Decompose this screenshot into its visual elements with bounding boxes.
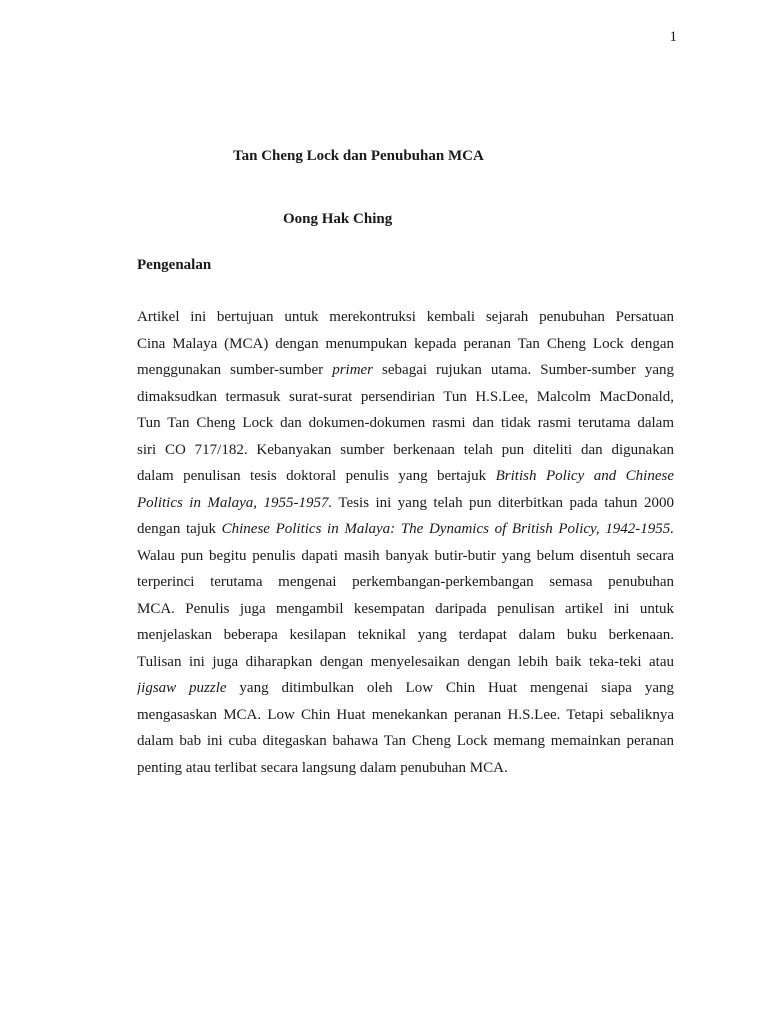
document-title: Tan Cheng Lock dan Penubuhan MCA [233,148,484,164]
text-run: sebagai rujukan utama. Sumber-sumber yang [373,362,674,378]
text-run: Tulisan ini juga diharapkan dengan menyelesaikan dengan lebih baik teka-teki atau [137,653,674,670]
paragraph-line [137,622,674,649]
text-run: siri CO 717/182. Kebanyakan sumber berkenaan telah pun diteliti dan digunakan [137,441,674,458]
text-run: dimaksudkan termasuk surat-surat persendirian Tun H.S.Lee, Malcolm MacDonald, [137,388,674,405]
text-run: dalam bab ini cuba ditegaskan bahawa Tan Cheng Lock memang memainkan peranan [137,733,674,749]
text-run: mengasaskan MCA. Low Chin Huat menekankan peranan H.S.Lee. Tetapi sebaliknya [137,706,674,723]
paragraph-line [137,543,674,570]
paragraph-line [137,304,674,331]
italic-text: British Policy and Chinese [495,468,674,484]
paragraph-line [137,675,674,702]
italic-text: jigsaw puzzle [137,680,227,696]
text-run: menggunakan sumber-sumber [137,362,333,378]
page-number: 1 [669,29,677,45]
text-run: terperinci terutama mengenai perkembangan-perkembangan semasa penubuhan [137,574,674,590]
paragraph-line [137,490,674,517]
text-run: dalam penulisan tesis doktoral penulis yang bertajuk [137,468,496,484]
paragraph-line [137,755,674,782]
author-name: Oong Hak Ching [283,211,393,227]
text-run: MCA. Penulis juga mengambil kesempatan daripada penulisan artikel ini untuk [137,600,674,617]
italic-text: primer [332,362,374,378]
text-run: dengan tajuk [137,521,222,537]
italic-text: Chinese Politics in Malaya: The Dynamics of British Policy, 1942-1955. [221,521,674,537]
text-run: Tun Tan Cheng Lock dan dokumen-dokumen rasmi dan tidak rasmi terutama dalam [137,415,674,431]
text-run: menjelaskan beberapa kesilapan teknikal yang terdapat dalam buku berkenaan. [137,627,674,643]
text-run: Tesis ini yang telah pun diterbitkan pada tahun 2000 [332,494,674,511]
paragraph-line [137,569,674,596]
section-heading: Pengenalan [137,257,212,273]
text-run: yang ditimbulkan oleh Low Chin Huat mengenai siapa yang [226,680,674,696]
paragraph-line [137,463,674,490]
paragraph-line [137,596,674,623]
paragraph-line [137,384,674,411]
paragraph-line [137,357,674,384]
text-run: penting atau terlibat secara langsung dalam penubuhan MCA. [137,759,508,776]
paragraph-line [137,702,674,729]
text-run: Walau pun begitu penulis dapati masih banyak butir-butir yang belum disentuh secara [137,547,674,564]
paragraph-line [137,437,674,464]
text-run: Cina Malaya (MCA) dengan menumpukan kepada peranan Tan Cheng Lock dengan [137,335,674,352]
paragraph-line [137,331,674,358]
paragraph-line [137,516,674,543]
paragraph-line [137,649,674,676]
paragraph-line [137,728,674,755]
text-run: Artikel ini bertujuan untuk merekontruksi kembali sejarah penubuhan Persatuan [137,309,674,325]
italic-text: Politics in Malaya, 1955-1957. [137,494,333,511]
introduction-paragraph [137,304,674,781]
paragraph-line [137,410,674,437]
